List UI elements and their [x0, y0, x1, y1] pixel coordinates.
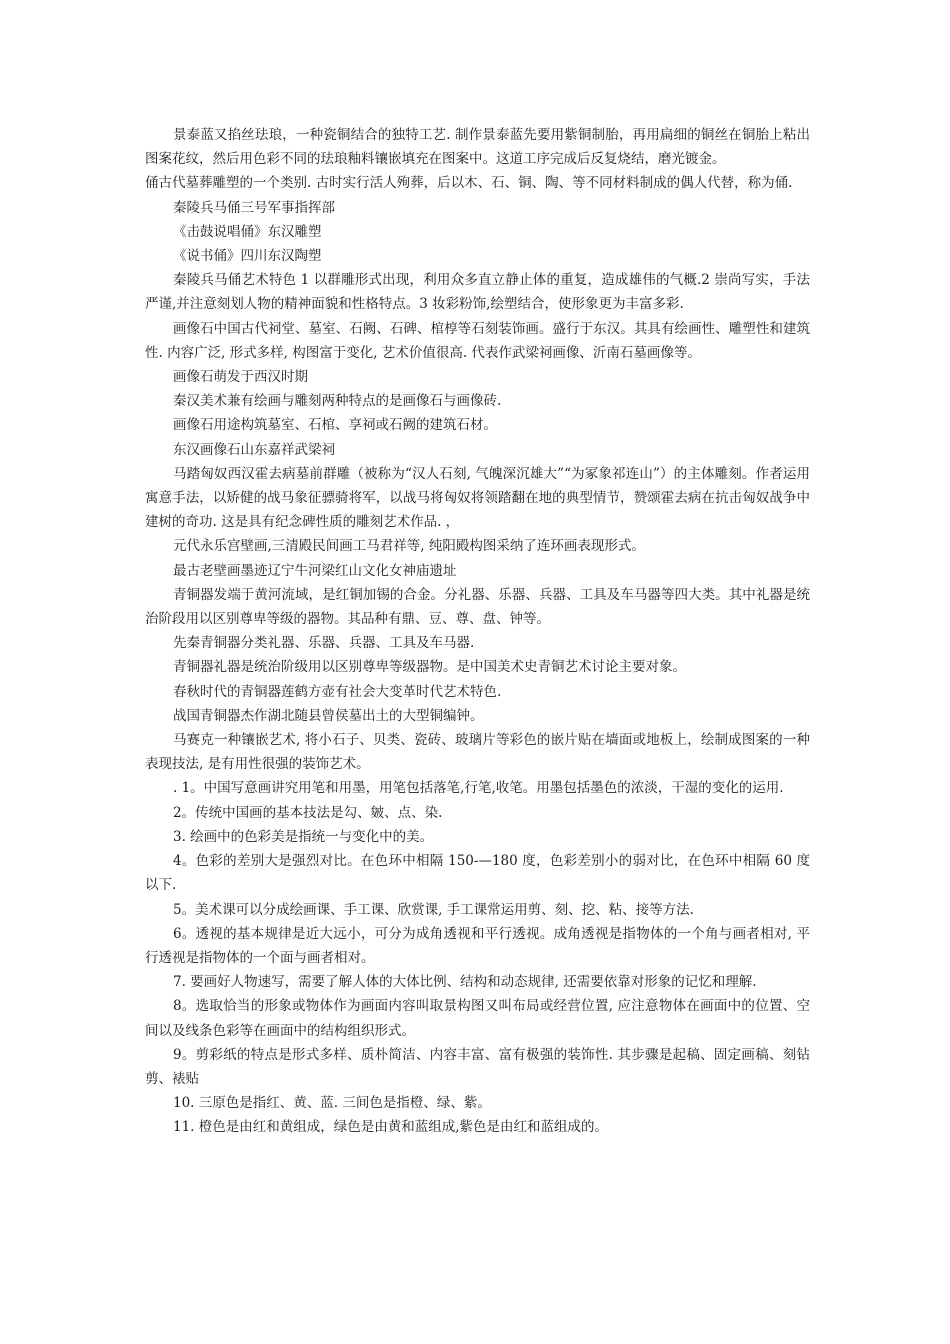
- paragraph-bronze-origin: 青铜器发端于黄河流域，是红铜加锡的合金。分礼器、乐器、兵器、工具及车马器等四大类。其中礼器是统治阶段用以区别尊卑等级的器物。其品种有鼎、豆、尊、盘、钟等。: [145, 586, 810, 628]
- paragraph-yongle-palace: 元代永乐宫壁画,三清殿民间画工马君祥等, 纯阳殿构图采纳了连环画表现形式。: [173, 538, 645, 555]
- paragraph-stone-relief-use: 画像石用途构筑墓室、石棺、享祠或石阙的建筑石材。: [173, 417, 497, 434]
- paragraph-item-2: 2。传统中国画的基本技法是勾、皴、点、染.: [173, 804, 443, 821]
- paragraph-item-11: 11. 橙色是由红和黄组成，绿色是由黄和蓝组成,紫色是由红和蓝组成的。: [173, 1119, 609, 1136]
- paragraph-qin-han-art: 秦汉美术兼有绘画与雕刻两种特点的是画像石与画像砖.: [173, 393, 502, 410]
- document-body: [145, 123, 810, 1140]
- paragraph-sichuan-storyteller: 《说书俑》四川东汉陶塑: [173, 248, 322, 265]
- paragraph-stone-relief: 画像石中国古代祠堂、墓室、石阙、石碑、棺椁等石刻装饰画。盛行于东汉。其具有绘画性、雕塑性和建筑性. 内容广泛, 形式多样, 构图富于变化, 艺术价值很高. 代表作武梁祠画像、沂南石墓画像等。: [145, 320, 810, 361]
- paragraph-item-10: 10. 三原色是指红、黄、蓝. 三间色是指橙、绿、紫。: [173, 1095, 491, 1112]
- paragraph-wuliang-shrine: 东汉画像石山东嘉祥武梁祠: [173, 441, 335, 458]
- paragraph-horse-xiongnu: 马踏匈奴西汉霍去病墓前群雕（被称为“汉人石刻, 气魄深沉雄大”“为冢象祁连山”）的主体雕刻。作者运用寓意手法，以矫健的战马象征骠骑将军，以战马将匈奴将领踏翻在地的典型情节，赞颂霍去病在抗击匈奴战争中建树的奇功. 这是具有纪念碑性质的雕刻艺术作品. ，: [145, 465, 810, 531]
- paragraph-cloisonne: 景泰蓝又掐丝珐琅，一种瓷铜结合的独特工艺. 制作景泰蓝先要用紫铜制胎，再用扁细的铜丝在铜胎上粘出图案花纹，然后用色彩不同的珐琅釉料镶嵌填充在图案中。这道工序完成后反复烧结，磨光镀金。: [145, 127, 810, 168]
- paragraph-qin-terracotta-pit3: 秦陵兵马俑三号军事指挥部: [173, 199, 335, 216]
- paragraph-oldest-mural: 最古老壁画墨迹辽宁牛河梁红山文化女神庙遗址: [173, 562, 457, 579]
- paragraph-bianzhong: 战国青铜器杰作湖北随县曾侯墓出土的大型铜编钟。: [173, 707, 484, 724]
- paragraph-item-3: 3. 绘画中的色彩美是指统一与变化中的美。: [173, 828, 434, 845]
- paragraph-bronze-categories: 先秦青铜器分类礼器、乐器、兵器、工具及车马器.: [173, 635, 475, 652]
- paragraph-item-7: 7. 要画好人物速写，需要了解人体的大体比例、结构和动态规律, 还需要依靠对形象的记忆和理解.: [173, 974, 757, 991]
- paragraph-stone-relief-origin: 画像石萌发于西汉时期: [173, 369, 308, 386]
- paragraph-drum-storyteller: 《击鼓说唱俑》东汉雕塑: [173, 223, 322, 240]
- paragraph-item-6: 6。透视的基本规律是近大远小，可分为成角透视和平行透视。成角透视是指物体的一个角与画者相对, 平行透视是指物体的一个面与画者相对。: [145, 925, 810, 966]
- paragraph-item-1: . 1。中国写意画讲究用笔和用墨，用笔包括落笔,行笔,收笔。用墨包括墨色的浓淡，干湿的变化的运用.: [173, 780, 784, 797]
- paragraph-item-4: 4。色彩的差别大是强烈对比。在色环中相隔 150-—180 度，色彩差别小的弱对比，在色环中相隔 60 度以下.: [145, 853, 810, 894]
- paragraph-lotus-crane-pot: 春秋时代的青铜器莲鹤方壶有社会大变革时代艺术特色.: [173, 683, 502, 700]
- paragraph-figurine: 俑古代墓葬雕塑的一个类别. 古时实行活人殉葬，后以木、石、铜、陶、等不同材料制成的偶人代替，称为俑.: [145, 175, 793, 192]
- paragraph-bronze-ritual: 青铜器礼器是统治阶级用以区别尊卑等级器物。是中国美术史青铜艺术讨论主要对象。: [173, 659, 686, 676]
- paragraph-terracotta-features: 秦陵兵马俑艺术特色 1 以群雕形式出现，利用众多直立静止体的重复，造成雄伟的气概.2 崇尚写实，手法严谨,并注意刻划人物的精神面貌和性格特点。3 妆彩粉饰,绘塑结合，使形象更为丰富多彩.: [145, 272, 810, 313]
- paragraph-item-8: 8。选取恰当的形象或物体作为画面内容叫取景构图又叫布局或经营位置, 应注意物体在画面中的位置、空间以及线条色彩等在画面中的结构组织形式。: [145, 998, 810, 1039]
- paragraph-mosaic: 马赛克一种镶嵌艺术, 将小石子、贝类、瓷砖、玻璃片等彩色的嵌片贴在墙面或地板上，绘制成图案的一种表现技法, 是有用性很强的装饰艺术。: [145, 732, 810, 773]
- paragraph-item-5: 5。美术课可以分成绘画课、手工课、欣赏课, 手工课常运用剪、刻、挖、粘、接等方法.: [173, 901, 694, 918]
- paragraph-item-9: 9。剪彩纸的特点是形式多样、质朴简洁、内容丰富、富有极强的装饰性. 其步骤是起稿、固定画稿、刻钻剪、裱贴: [145, 1046, 810, 1087]
